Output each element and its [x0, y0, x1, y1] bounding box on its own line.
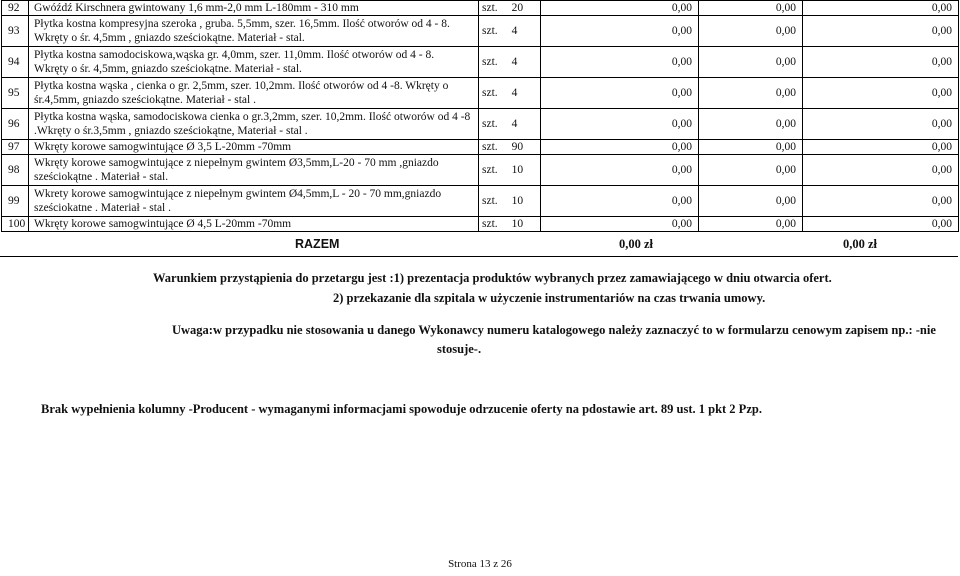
- table-row: [2, 217, 959, 232]
- row-unit-price: 0,00: [541, 109, 699, 140]
- row-unit-quantity: [479, 78, 541, 109]
- description-line: Gwóźdź Kirschnera gwintowany 1,6 mm-2,0 mm L-180mm - 310 mm: [34, 2, 359, 14]
- description-line: Płytka kostna wąska , cienka o gr. 2,5mm, szer. 10,2mm. Ilość otworów od 4 -8. Wkręty o: [34, 80, 449, 92]
- page-number: Strona 13 z 26: [448, 558, 512, 570]
- conditions-line-1: Warunkiem przystąpienia do przetargu jest :1) prezentacja produktów wybranych przez zamawiającego w dniu otwarcia ofert.: [153, 271, 832, 285]
- description-line: Płytka kostna kompresyjna szeroka , gruba. 5,5mm, szer. 16,5mm. Ilość otworów od 4 - 8.: [34, 18, 450, 30]
- row-net-value: 0,00: [699, 217, 803, 232]
- row-gross-value: 0,00: [803, 186, 959, 217]
- row-unit-price: 0,00: [541, 1, 699, 16]
- row-unit-price: 0,00: [541, 16, 699, 47]
- row-number: 100: [2, 217, 29, 232]
- row-unit: szt.: [482, 25, 498, 37]
- row-number: 98: [2, 155, 29, 186]
- row-unit-price: 0,00: [541, 140, 699, 155]
- row-description: [29, 47, 479, 78]
- row-gross-value: 0,00: [803, 1, 959, 16]
- summary-total-net: 0,00 zł: [619, 237, 654, 251]
- row-description: [29, 16, 479, 47]
- row-unit-quantity: [479, 140, 541, 155]
- row-unit: szt.: [482, 218, 498, 230]
- row-gross-value: 0,00: [803, 78, 959, 109]
- row-description: [29, 217, 479, 232]
- description-line: Płytka kostna samodociskowa,wąska gr. 4,0mm, szer. 11,0mm. Ilość otworów od 4 - 8.: [34, 49, 435, 61]
- table-row: [2, 186, 959, 217]
- row-number: 97: [2, 140, 29, 155]
- row-unit-quantity: [479, 47, 541, 78]
- row-unit: szt.: [482, 195, 498, 207]
- row-gross-value: 0,00: [803, 47, 959, 78]
- table-row: [2, 1, 959, 16]
- row-unit: szt.: [482, 118, 498, 130]
- description-line: Wkręty korowe samogwintujące Ø 4,5 L-20mm -70mm: [34, 218, 292, 230]
- row-description: [29, 140, 479, 155]
- row-number: 94: [2, 47, 29, 78]
- items-table-body: [2, 1, 959, 232]
- row-quantity: 10: [511, 218, 524, 230]
- row-net-value: 0,00: [699, 186, 803, 217]
- row-description: [29, 78, 479, 109]
- description-line: Płytka kostna wąska, samodociskowa cienka o gr.3,2mm, szer. 10,2mm. Ilość otworów od 4 -8: [34, 111, 471, 123]
- row-quantity: 4: [511, 25, 518, 37]
- description-line: sześciokątne . Materiał - stal.: [34, 171, 169, 183]
- row-gross-value: 0,00: [803, 16, 959, 47]
- row-net-value: 0,00: [699, 16, 803, 47]
- row-description: [29, 155, 479, 186]
- row-gross-value: 0,00: [803, 217, 959, 232]
- row-description: [29, 109, 479, 140]
- row-number: 93: [2, 16, 29, 47]
- row-unit-quantity: [479, 1, 541, 16]
- description-line: Wkręty o śr. 4,5mm , gniazdo sześciokątne. Materiał - stal.: [34, 32, 305, 44]
- table-row: [2, 78, 959, 109]
- row-number: 92: [2, 1, 29, 16]
- row-unit-quantity: [479, 155, 541, 186]
- row-gross-value: 0,00: [803, 155, 959, 186]
- table-row: [2, 16, 959, 47]
- row-gross-value: 0,00: [803, 109, 959, 140]
- row-unit-quantity: [479, 16, 541, 47]
- row-quantity: 10: [511, 164, 524, 176]
- summary-row: [0, 237, 960, 255]
- row-unit-price: 0,00: [541, 47, 699, 78]
- row-quantity: 20: [511, 2, 524, 14]
- row-unit: szt.: [482, 2, 498, 14]
- summary-underline: [0, 256, 958, 257]
- description-line: Wkręty korowe samogwintujące Ø 3,5 L-20mm -70mm: [34, 141, 292, 153]
- row-unit-price: 0,00: [541, 78, 699, 109]
- table-row: [2, 47, 959, 78]
- row-unit: szt.: [482, 87, 498, 99]
- row-net-value: 0,00: [699, 47, 803, 78]
- row-unit: szt.: [482, 164, 498, 176]
- row-quantity: 10: [511, 195, 524, 207]
- row-number: 95: [2, 78, 29, 109]
- row-net-value: 0,00: [699, 109, 803, 140]
- row-gross-value: 0,00: [803, 140, 959, 155]
- warning-line-1: Uwaga:w przypadku nie stosowania u danego Wykonawcy numeru katalogowego należy zaznaczyć to w formularzu cenowym zapisem np.: -nie: [172, 323, 936, 337]
- row-net-value: 0,00: [699, 78, 803, 109]
- row-number: 96: [2, 109, 29, 140]
- row-net-value: 0,00: [699, 155, 803, 186]
- row-description: [29, 1, 479, 16]
- row-unit-quantity: [479, 186, 541, 217]
- page-footer: [0, 558, 960, 570]
- table-row: [2, 140, 959, 155]
- description-line: .Wkręty o śr.3,5mm , gniazdo sześciokątne, Materiał - stal .: [34, 125, 308, 137]
- description-line: śr.4,5mm, gniazdo sześciokątne. Materiał - stal .: [34, 94, 256, 106]
- table-row: [2, 155, 959, 186]
- rejection-note: Brak wypełnienia kolumny -Producent - wymaganymi informacjami spowoduje odrzucenie oferty na pdostawie art. 89 ust. 1 pkt 2 Pzp.: [41, 402, 762, 416]
- row-unit-price: 0,00: [541, 217, 699, 232]
- row-unit-price: 0,00: [541, 155, 699, 186]
- row-number: 99: [2, 186, 29, 217]
- description-line: sześciokatne . Materiał - stal .: [34, 202, 171, 214]
- row-quantity: 4: [511, 56, 518, 68]
- conditions-line-2: 2) przekazanie dla szpitala w użyczenie instrumentariów na czas trwania umowy.: [333, 291, 766, 305]
- row-unit-quantity: [479, 109, 541, 140]
- row-quantity: 4: [511, 87, 518, 99]
- description-line: Wkrety korowe samogwintujące z niepełnym gwintem Ø4,5mm,L - 20 - 70 mm,gniazdo: [34, 188, 442, 200]
- row-unit: szt.: [482, 141, 498, 153]
- row-net-value: 0,00: [699, 1, 803, 16]
- row-unit-quantity: [479, 217, 541, 232]
- row-description: [29, 186, 479, 217]
- row-quantity: 4: [511, 118, 518, 130]
- row-unit: szt.: [482, 56, 498, 68]
- table-row: [2, 109, 959, 140]
- description-line: Wkręty korowe samogwintujące z niepełnym gwintem Ø3,5mm,L-20 - 70 mm ,gniazdo: [34, 157, 439, 169]
- row-net-value: 0,00: [699, 140, 803, 155]
- summary-label: RAZEM: [295, 237, 340, 251]
- row-quantity: 90: [511, 141, 524, 153]
- summary-total-gross: 0,00 zł: [843, 237, 878, 251]
- description-line: Wkręty o śr. 4,5mm, gniazdo sześciokątne. Materiał - stal.: [34, 63, 302, 75]
- warning-line-2: stosuje-.: [437, 342, 482, 356]
- row-unit-price: 0,00: [541, 186, 699, 217]
- items-table: [1, 0, 959, 232]
